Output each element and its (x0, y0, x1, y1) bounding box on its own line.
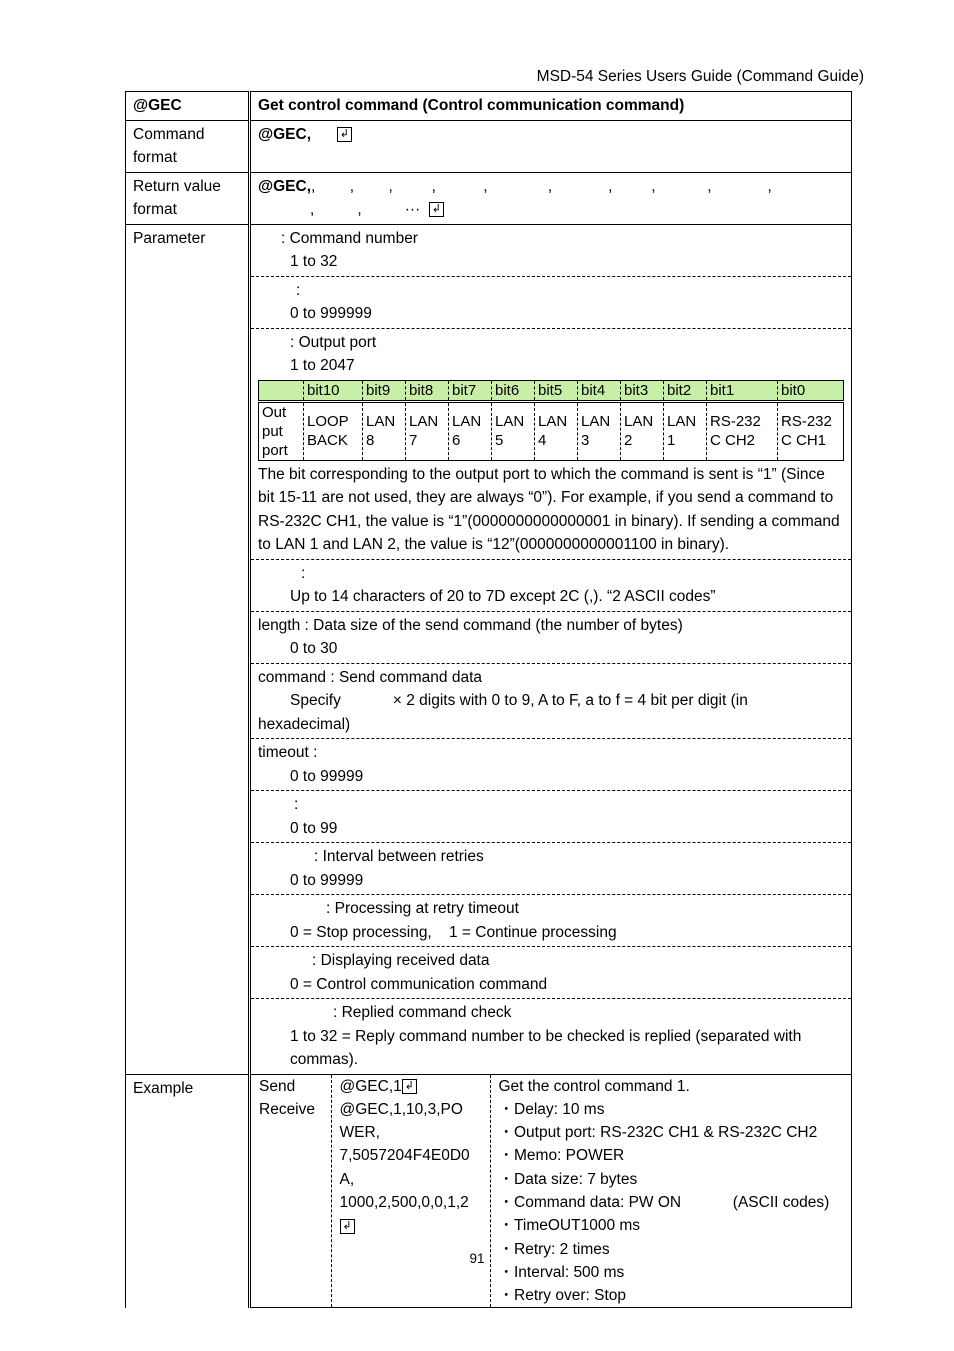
return-key-icon: ↲ (337, 127, 352, 142)
bit-table (258, 380, 844, 461)
return-key-icon: ↲ (402, 1079, 417, 1094)
command-format-value: @GEC, ↲ (250, 120, 852, 172)
output-port-note: The bit corresponding to the output port to which the command is sent is “1” (Since bit 15-11 are not used, they are always “0”). For example, if you send a command to RS-232C CH1, the value is “1”(0000000000000001 in binary). If sending a command to LAN 1 and LAN 2, the value is “12”(0000000000001100 in binary). (258, 465, 840, 553)
return-key-icon: ↲ (340, 1219, 355, 1234)
page-number: 91 (469, 1251, 485, 1266)
command-description: Get control command (Control communication command) (250, 92, 852, 121)
title-row (126, 92, 852, 121)
bit-port-row: Out put port LOOP BACK LAN 8 LAN 7 LAN 6 LAN 5 LAN 4 LAN 3 LAN 2 LAN 1 RS-232 C CH2 RS-232 C CH1 (259, 401, 844, 460)
parameter-label: Parameter (126, 224, 250, 1074)
parameter-list: : Command number 1 to 32 : 0 to 999999 : Output port 1 to 2047 bit10 bit9 bit8 bit7 bit6 bit5 bit4 bit3 bit2 bit1 bit0 Out put port LOOP BACK LAN 8 LAN 7 LAN 6 LAN 5 LAN 4 LAN 3 LAN 2 LAN 1 RS-232 C CH2 RS-232 C CH1 The bit corresponding to the output port to which the command is sent is “1” (Since bit 15-11 are not used, they are always “0”). For example, if you send a command to RS-232C CH1, the value is “1”(0000000000000001 in binary). If sending a command to LAN 1 and LAN 2, the value is “12”(0000000000001100 in binary). : Up to 14 characters of 20 to 7D except 2C (,). “2 ASCII codes” length : Data size of the send command (the number of bytes) 0 to 30 command : Send command data Specify × 2 digits with 0 to 9, A to F, a to f = 4 bit per digit (in hexadecimal) timeout : 0 to 99999 : 0 to 99 : Interval between retries 0 to 99999 : Processing at retry timeout 0 = Stop processing, 1 = Continue processing : Displaying received data 0 = Control communication command : Replied command check 1 to 32 = Reply command number to be checked is replied (separated with commas). (250, 224, 852, 1074)
example-label: Example (126, 1074, 250, 1308)
return-format-row (126, 172, 852, 224)
parameter-row (126, 224, 852, 1074)
command-format-label: Command format (126, 120, 250, 172)
return-key-icon: ↲ (429, 202, 444, 217)
bit-header-row: bit10 bit9 bit8 bit7 bit6 bit5 bit4 bit3 bit2 bit1 bit0 (259, 380, 844, 401)
example-commands: @GEC,1 ↲ @GEC,1,10,3,PO WER, 7,5057204F4E0D0 A, 1000,2,500,0,0,1,2 ↲ (331, 1075, 490, 1308)
command-format-row (126, 120, 852, 172)
return-format-label: Return value format (126, 172, 250, 224)
example-description: Get the control command 1. ・Delay: 10 ms ・Output port: RS-232C CH1 & RS-232C CH2 ・Memo: POWER ・Data size: 7 bytes ・Command data: PW ON (ASCII codes) ・TimeOUT1000 ms ・Retry: 2 times ・Interval: 500 ms ・Retry over: Stop (490, 1075, 851, 1308)
command-table (125, 91, 852, 1308)
example-direction: Send Receive (259, 1077, 315, 1118)
example-row (126, 1074, 852, 1308)
return-format-value: @GEC,, , , , , , , , , , , , ··· ↲ (250, 172, 852, 224)
command-name: @GEC (126, 92, 250, 121)
example-content (250, 1074, 852, 1308)
page-header: MSD-54 Series Users Guide (Command Guide) (536, 68, 864, 85)
